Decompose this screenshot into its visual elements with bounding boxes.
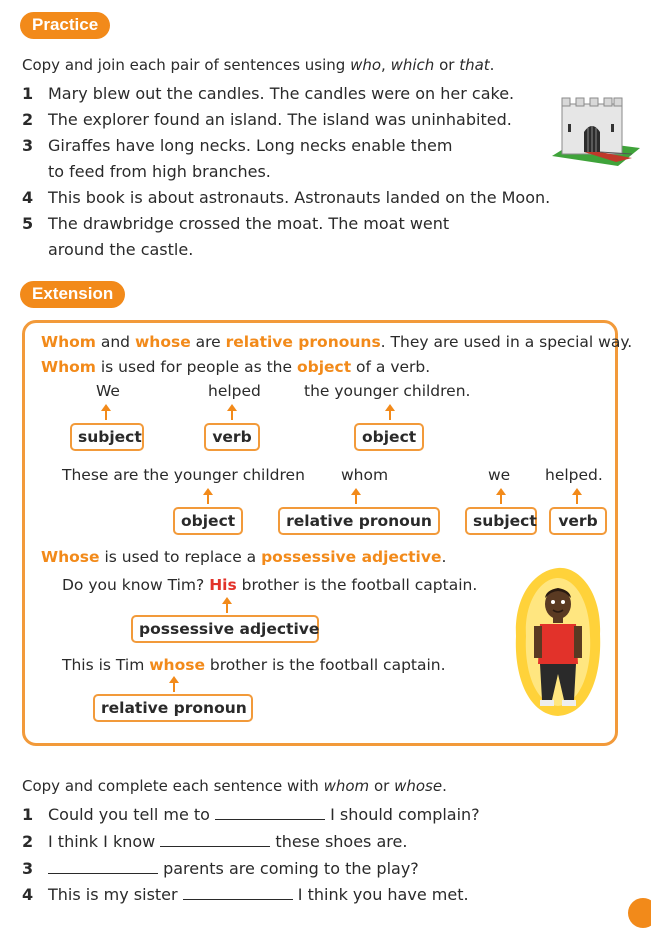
example2-word-helped: helped. [545, 466, 603, 484]
label-subject: subject [70, 423, 144, 451]
arrow-up-icon [231, 410, 233, 420]
practice-instruction: Copy and join each pair of sentences using who, which or that. [22, 56, 495, 74]
example2-word-whom: whom [341, 466, 389, 484]
example4-sentence: This is Tim whose brother is the football captain. [62, 656, 446, 674]
arrow-up-icon [500, 494, 502, 504]
label-possessive-adjective: possessive adjective [131, 615, 319, 643]
page-corner-tab [628, 898, 651, 928]
answer-blank[interactable] [183, 887, 293, 900]
arrow-up-icon [105, 410, 107, 420]
label-verb: verb [549, 507, 607, 535]
label-subject: subject [465, 507, 537, 535]
label-relative-pronoun: relative pronoun [93, 694, 253, 722]
practice-heading: Practice [20, 12, 110, 39]
example2-words-children: These are the younger children [62, 466, 305, 484]
arrow-up-icon [207, 494, 209, 504]
arrow-up-icon [355, 494, 357, 504]
example1-word-children: the younger children. [304, 382, 471, 400]
label-relative-pronoun: relative pronoun [278, 507, 440, 535]
example2-word-we: we [488, 466, 511, 484]
example1-word-we: We [96, 382, 120, 400]
castle-illustration [548, 96, 640, 168]
answer-blank[interactable] [215, 807, 325, 820]
answer-blank[interactable] [160, 834, 270, 847]
arrow-up-icon [389, 410, 391, 420]
label-object: object [173, 507, 243, 535]
example3-sentence: Do you know Tim? His brother is the football captain. [62, 576, 478, 594]
boy-illustration [510, 564, 606, 720]
extension-heading: Extension [20, 281, 125, 308]
example1-word-helped: helped [208, 382, 261, 400]
label-object: object [354, 423, 424, 451]
extension-rule-whose: Whose is used to replace a possessive adjective. [41, 548, 447, 566]
arrow-up-icon [173, 682, 175, 692]
answer-blank[interactable] [48, 861, 158, 874]
extension-intro: Whom and whose are relative pronouns. They are used in a special way. [41, 333, 633, 351]
label-verb: verb [204, 423, 260, 451]
arrow-up-icon [576, 494, 578, 504]
exercise-instruction: Copy and complete each sentence with whom or whose. [22, 777, 447, 795]
extension-rule-whom: Whom is used for people as the object of a verb. [41, 358, 431, 376]
arrow-up-icon [226, 603, 228, 613]
